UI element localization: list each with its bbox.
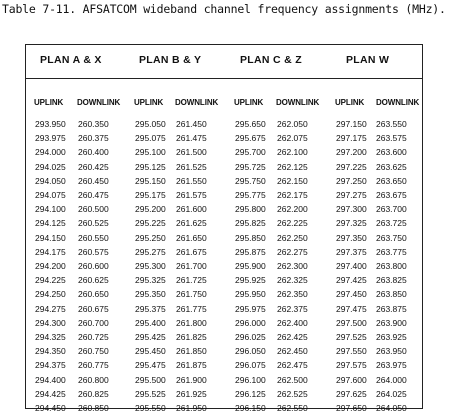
uplink-value: 295.075 [135, 133, 166, 144]
uplink-header: UPLINK [134, 98, 164, 107]
plan-header: PLAN A & X [40, 54, 102, 66]
uplink-value: 294.100 [35, 204, 66, 215]
uplink-header: UPLINK [34, 98, 64, 107]
uplink-value: 295.850 [235, 232, 266, 243]
downlink-value: 260.425 [78, 161, 109, 172]
uplink-value: 295.775 [235, 190, 266, 200]
uplink-value: 293.975 [35, 133, 66, 144]
downlink-value: 262.550 [277, 403, 308, 413]
downlink-value: 263.575 [376, 133, 407, 144]
uplink-value: 295.475 [135, 360, 166, 371]
uplink-value: 297.200 [336, 147, 367, 158]
downlink-value: 260.525 [78, 218, 109, 229]
uplink-value: 295.375 [135, 303, 166, 314]
uplink-value: 297.250 [336, 175, 367, 186]
downlink-value: 262.200 [277, 204, 308, 215]
downlink-value: 262.450 [277, 346, 308, 357]
downlink-value: 263.750 [376, 232, 407, 243]
uplink-value: 296.000 [235, 317, 266, 328]
downlink-value: 262.225 [277, 218, 308, 229]
uplink-value: 294.450 [35, 403, 66, 413]
downlink-value: 262.050 [277, 119, 308, 129]
uplink-value: 296.150 [235, 403, 266, 413]
downlink-value: 261.800 [176, 317, 207, 328]
uplink-value: 294.250 [35, 289, 66, 300]
downlink-value: 261.575 [176, 190, 207, 200]
uplink-value: 294.400 [35, 374, 66, 385]
downlink-value: 260.500 [78, 204, 109, 215]
downlink-value: 261.500 [176, 147, 207, 158]
downlink-value: 263.775 [376, 246, 407, 257]
downlink-value: 263.925 [376, 332, 407, 342]
downlink-value: 262.175 [277, 190, 308, 200]
uplink-value: 295.900 [235, 261, 266, 271]
uplink-value: 297.350 [336, 232, 367, 243]
uplink-header: UPLINK [234, 98, 264, 107]
uplink-value: 296.075 [235, 360, 266, 371]
uplink-value: 295.100 [135, 147, 166, 158]
downlink-value: 261.700 [176, 261, 207, 271]
downlink-value: 260.850 [78, 403, 109, 413]
plan-header: PLAN C & Z [240, 54, 302, 66]
uplink-value: 295.500 [135, 374, 166, 385]
downlink-value: 261.475 [176, 133, 207, 144]
downlink-value: 262.425 [277, 332, 308, 342]
uplink-value: 295.950 [235, 289, 266, 300]
downlink-value: 261.600 [176, 204, 207, 215]
downlink-value: 263.725 [376, 218, 407, 229]
uplink-value: 295.450 [135, 346, 166, 357]
downlink-value: 264.000 [376, 374, 407, 385]
downlink-value: 261.650 [176, 232, 207, 243]
plan-header: PLAN B & Y [139, 54, 202, 66]
uplink-value: 294.425 [35, 388, 66, 399]
downlink-value: 263.900 [376, 317, 407, 328]
downlink-value: 261.450 [176, 119, 207, 129]
downlink-value: 260.725 [78, 332, 109, 342]
downlink-value: 263.875 [376, 303, 407, 314]
downlink-value: 262.350 [277, 289, 308, 300]
uplink-value: 295.325 [135, 275, 166, 286]
downlink-value: 262.400 [277, 317, 308, 328]
uplink-value: 296.050 [235, 346, 266, 357]
uplink-value: 297.500 [336, 317, 367, 328]
downlink-value: 262.475 [277, 360, 308, 371]
uplink-value: 297.400 [336, 261, 367, 271]
uplink-value: 294.050 [35, 175, 66, 186]
uplink-value: 294.375 [35, 360, 66, 371]
downlink-value: 263.800 [376, 261, 407, 271]
downlink-value: 260.475 [78, 190, 109, 200]
plan-header: PLAN W [346, 54, 390, 66]
downlink-value: 261.825 [176, 332, 207, 342]
downlink-value: 260.700 [78, 317, 109, 328]
uplink-value: 294.225 [35, 275, 66, 286]
uplink-value: 297.375 [336, 246, 367, 257]
table-caption: Table 7-11. AFSATCOM wideband channel frequency assignments (MHz). [2, 2, 446, 16]
downlink-value: 261.850 [176, 346, 207, 357]
downlink-value: 264.025 [376, 388, 407, 399]
uplink-value: 294.275 [35, 303, 66, 314]
uplink-value: 297.575 [336, 360, 367, 371]
downlink-value: 261.750 [176, 289, 207, 300]
downlink-value: 261.725 [176, 275, 207, 286]
uplink-value: 294.300 [35, 317, 66, 328]
uplink-value: 294.175 [35, 246, 66, 257]
uplink-value: 297.275 [336, 190, 367, 200]
uplink-value: 294.350 [35, 346, 66, 357]
uplink-value: 295.875 [235, 246, 266, 257]
downlink-header: DOWNLINK [77, 98, 121, 107]
uplink-value: 295.350 [135, 289, 166, 300]
uplink-value: 296.125 [235, 388, 266, 399]
uplink-value: 297.625 [336, 388, 367, 399]
uplink-value: 295.250 [135, 232, 166, 243]
uplink-value: 295.425 [135, 332, 166, 342]
downlink-value: 262.325 [277, 275, 308, 286]
uplink-value: 295.750 [235, 175, 266, 186]
uplink-value: 295.200 [135, 204, 166, 215]
downlink-value: 261.525 [176, 161, 207, 172]
downlink-value: 263.550 [376, 119, 407, 129]
downlink-value: 262.150 [277, 175, 308, 186]
uplink-value: 297.650 [336, 403, 367, 413]
downlink-value: 262.500 [277, 374, 308, 385]
downlink-value: 261.550 [176, 175, 207, 186]
downlink-value: 263.850 [376, 289, 407, 300]
uplink-value: 295.400 [135, 317, 166, 328]
downlink-value: 263.825 [376, 275, 407, 286]
uplink-value: 297.525 [336, 332, 367, 342]
uplink-value: 295.550 [135, 403, 166, 413]
downlink-header: DOWNLINK [376, 98, 420, 107]
uplink-value: 297.300 [336, 204, 367, 215]
downlink-value: 262.275 [277, 246, 308, 257]
uplink-value: 295.800 [235, 204, 266, 215]
downlink-value: 262.250 [277, 232, 308, 243]
uplink-value: 295.150 [135, 175, 166, 186]
downlink-value: 262.300 [277, 261, 308, 271]
downlink-value: 261.950 [176, 403, 207, 413]
frequency-table [25, 44, 423, 413]
downlink-value: 260.400 [78, 147, 109, 158]
uplink-value: 295.525 [135, 388, 166, 399]
downlink-value: 260.375 [78, 133, 109, 144]
downlink-value: 260.625 [78, 275, 109, 286]
uplink-value: 296.025 [235, 332, 266, 342]
downlink-value: 262.075 [277, 133, 308, 144]
uplink-value: 295.975 [235, 303, 266, 314]
uplink-header: UPLINK [335, 98, 365, 107]
downlink-value: 261.775 [176, 303, 207, 314]
downlink-value: 262.525 [277, 388, 308, 399]
uplink-value: 294.000 [35, 147, 66, 158]
downlink-value: 262.125 [277, 161, 308, 172]
downlink-value: 260.575 [78, 246, 109, 257]
uplink-value: 294.325 [35, 332, 66, 342]
uplink-value: 294.125 [35, 218, 66, 229]
downlink-value: 260.800 [78, 374, 109, 385]
downlink-value: 261.875 [176, 360, 207, 371]
uplink-value: 295.725 [235, 161, 266, 172]
uplink-value: 294.150 [35, 232, 66, 243]
downlink-value: 261.900 [176, 374, 207, 385]
uplink-value: 297.325 [336, 218, 367, 229]
uplink-value: 295.175 [135, 190, 166, 200]
uplink-value: 294.075 [35, 190, 66, 200]
uplink-value: 296.100 [235, 374, 266, 385]
downlink-value: 263.675 [376, 190, 407, 200]
downlink-value: 264.050 [376, 403, 407, 413]
downlink-value: 262.375 [277, 303, 308, 314]
plan-header-row [26, 45, 422, 79]
downlink-value: 261.675 [176, 246, 207, 257]
downlink-value: 260.675 [78, 303, 109, 314]
uplink-value: 297.425 [336, 275, 367, 286]
uplink-value: 297.600 [336, 374, 367, 385]
downlink-value: 260.750 [78, 346, 109, 357]
uplink-value: 293.950 [35, 119, 66, 129]
uplink-value: 295.675 [235, 133, 266, 144]
uplink-value: 295.050 [135, 119, 166, 129]
downlink-value: 263.975 [376, 360, 407, 371]
uplink-value: 297.475 [336, 303, 367, 314]
uplink-value: 295.275 [135, 246, 166, 257]
uplink-value: 297.450 [336, 289, 367, 300]
uplink-value: 297.225 [336, 161, 367, 172]
downlink-value: 260.450 [78, 175, 109, 186]
downlink-value: 263.650 [376, 175, 407, 186]
downlink-header: DOWNLINK [276, 98, 320, 107]
uplink-value: 295.225 [135, 218, 166, 229]
uplink-value: 295.825 [235, 218, 266, 229]
downlink-value: 260.550 [78, 232, 109, 243]
uplink-value: 297.150 [336, 119, 367, 129]
downlink-value: 260.650 [78, 289, 109, 300]
uplink-value: 295.925 [235, 275, 266, 286]
downlink-header: DOWNLINK [175, 98, 219, 107]
uplink-value: 295.300 [135, 261, 166, 271]
downlink-value: 263.625 [376, 161, 407, 172]
uplink-value: 295.700 [235, 147, 266, 158]
downlink-value: 262.100 [277, 147, 308, 158]
uplink-value: 295.650 [235, 119, 266, 129]
downlink-value: 263.950 [376, 346, 407, 357]
downlink-value: 261.625 [176, 218, 207, 229]
downlink-value: 263.600 [376, 147, 407, 158]
downlink-value: 263.700 [376, 204, 407, 215]
uplink-value: 295.125 [135, 161, 166, 172]
downlink-value: 260.350 [78, 119, 109, 129]
uplink-value: 297.550 [336, 346, 367, 357]
downlink-value: 260.825 [78, 388, 109, 399]
uplink-value: 294.025 [35, 161, 66, 172]
uplink-value: 294.200 [35, 261, 66, 271]
downlink-value: 261.925 [176, 388, 207, 399]
downlink-value: 260.775 [78, 360, 109, 371]
downlink-value: 260.600 [78, 261, 109, 271]
uplink-value: 297.175 [336, 133, 367, 144]
